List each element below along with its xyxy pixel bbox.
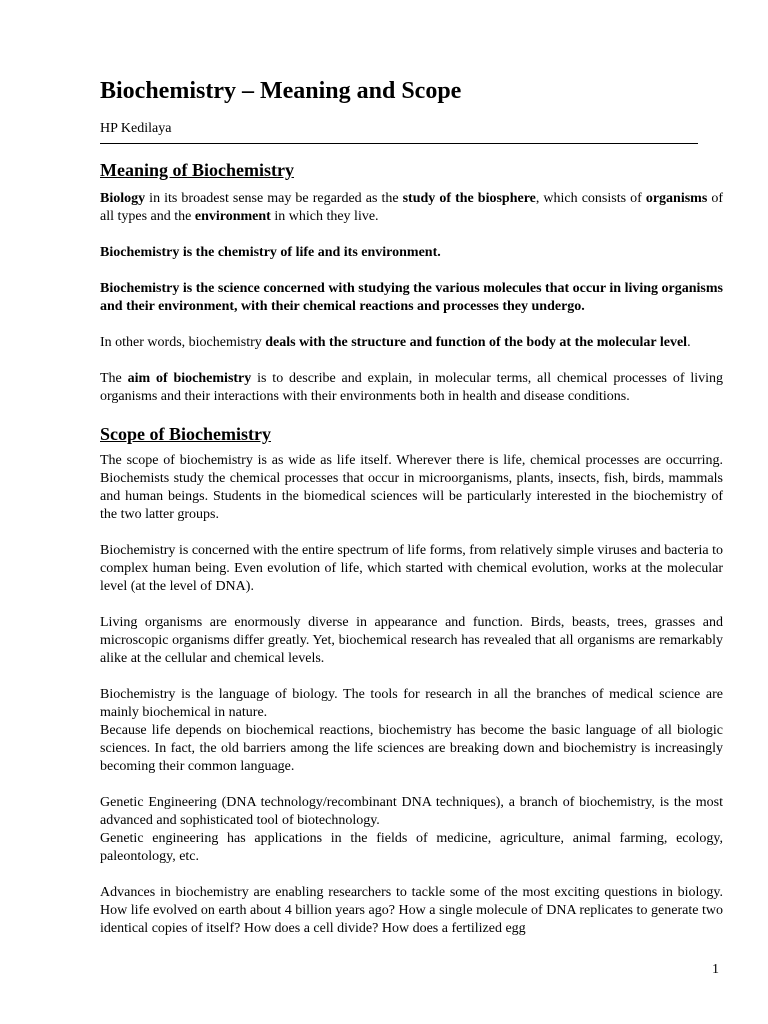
author-name: HP Kedilaya — [100, 121, 172, 136]
text-fragment: organisms — [645, 191, 708, 206]
text-fragment: . — [687, 335, 691, 350]
meaning-paragraph-2: Biochemistry is the chemistry of life and its environment. — [100, 245, 441, 260]
text-fragment: In other words, biochemistry — [100, 335, 266, 350]
meaning-paragraph-1 — [100, 190, 723, 226]
scope-paragraph-6: Genetic Engineering (DNA technology/recombinant DNA techniques), a branch of biochemistry, is the most advanced and sophisticated tool of biotechnology. — [100, 795, 723, 828]
scope-paragraph-3: Living organisms are enormously diverse in appearance and function. Birds, beasts, trees, grasses and microscopic organisms differ greatly. Yet, biochemical research has revealed that all organisms are remarkably alike at the cellular and chemical levels. — [100, 615, 723, 666]
meaning-paragraph-3: Biochemistry is the science concerned with studying the various molecules that occur in living organisms and their environment, with their chemical reactions and processes they undergo. — [100, 281, 723, 314]
text-fragment: aim of biochemistry — [127, 371, 252, 386]
text-fragment: , which consists of — [535, 191, 646, 206]
scope-paragraph-1: The scope of biochemistry is as wide as life itself. Wherever there is life, chemical processes are occurring. Biochemists study the chemical processes that occur in microorganisms, plants, insects, fish, birds, mammals and human beings. Students in the biomedical sciences will be particularly interested in the biochemistry of the two latter groups. — [100, 453, 723, 522]
scope-paragraph-2: Biochemistry is concerned with the entire spectrum of life forms, from relatively simple viruses and bacteria to complex human being. Even evolution of life, which started with chemical evolution, works at the molecular level (at the level of DNA). — [100, 543, 723, 594]
text-fragment: in which they live. — [270, 209, 379, 224]
scope-paragraph-5: Because life depends on biochemical reactions, biochemistry has become the basic language of all biologic sciences. In fact, the old barriers among the life sciences are breaking down and biochemistry is increasingly becoming their common language. — [100, 723, 723, 774]
scope-paragraph-7: Genetic engineering has applications in the fields of medicine, agriculture, animal farming, ecology, paleontology, etc. — [100, 831, 723, 864]
text-fragment: of all types and the — [100, 191, 723, 224]
text-fragment: The — [100, 371, 128, 386]
section-heading-scope: Scope of Biochemistry — [100, 424, 271, 444]
text-fragment: Biology — [100, 191, 146, 206]
document-page — [100, 76, 723, 938]
text-fragment: is to describe and explain, in molecular terms, all chemical processes of living organisms and their interactions with their environments both in health and disease conditions. — [100, 371, 723, 404]
title-divider — [100, 143, 698, 144]
section-heading-meaning: Meaning of Biochemistry — [100, 160, 294, 180]
text-fragment: environment — [194, 209, 271, 224]
text-fragment: in its broadest sense may be regarded as the — [145, 191, 403, 206]
meaning-paragraph-4 — [100, 334, 723, 352]
document-title: Biochemistry – Meaning and Scope — [100, 78, 462, 104]
page-number: 1 — [712, 962, 719, 977]
text-fragment: study of the biosphere — [402, 191, 536, 206]
text-fragment: deals with the structure and function of the body at the molecular level — [265, 335, 688, 350]
scope-paragraph-4: Biochemistry is the language of biology. The tools for research in all the branches of medical science are mainly biochemical in nature. — [100, 687, 723, 720]
meaning-paragraph-5 — [100, 370, 723, 406]
scope-paragraph-8: Advances in biochemistry are enabling researchers to tackle some of the most exciting questions in biology. How life evolved on earth about 4 billion years ago? How a single molecule of DNA replicates to generate two identical copies of itself? How does a cell divide? How does a fertilized egg — [100, 885, 723, 936]
